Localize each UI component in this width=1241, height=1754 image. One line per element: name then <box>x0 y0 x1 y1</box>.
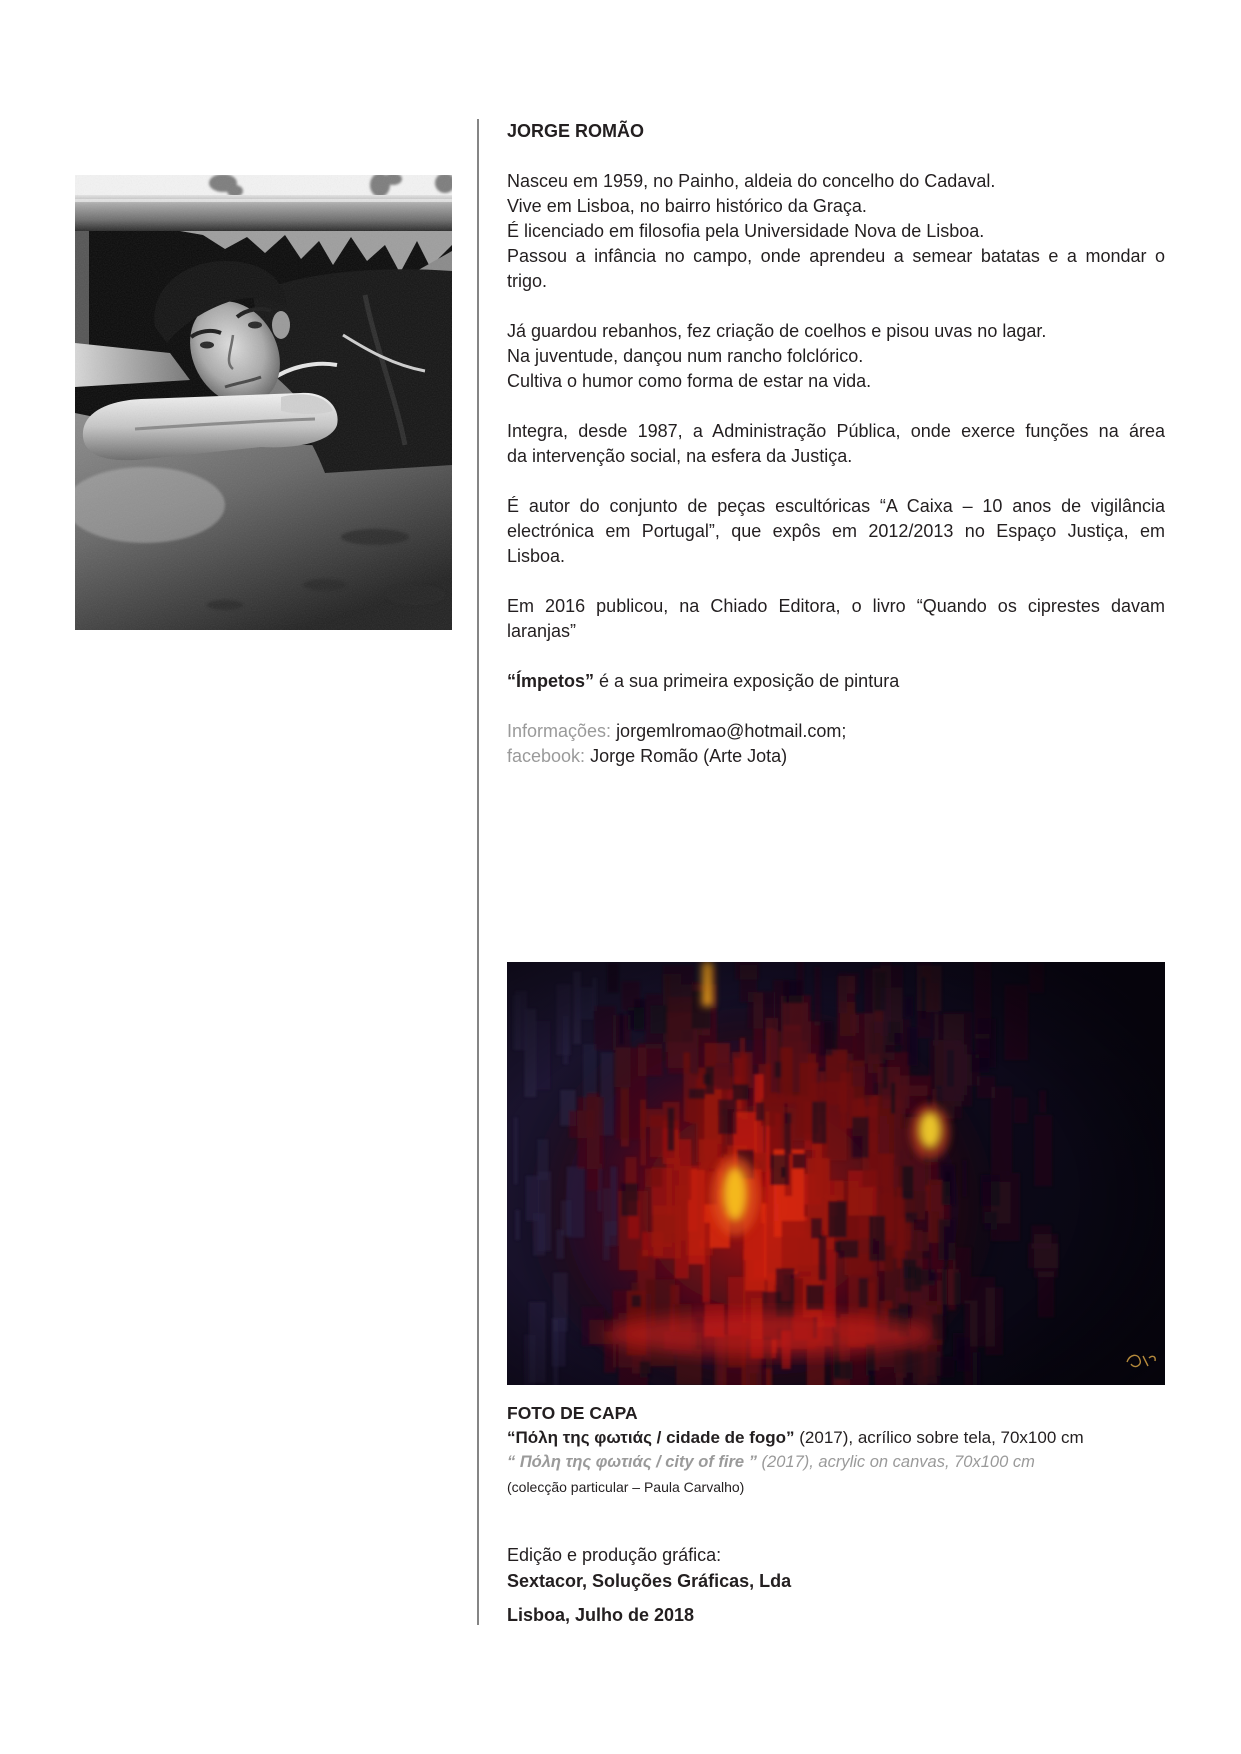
bio-line: trigo. <box>507 271 548 291</box>
film-grain <box>75 175 452 630</box>
bio-line: Em 2016 publicou, na Chiado Editora, o livro “Quando os ciprestes davam <box>507 596 1165 616</box>
caption-details-pt: (2017), acrílico sobre tela, 70x100 cm <box>799 1427 1084 1447</box>
vertical-divider <box>477 119 479 1625</box>
exhibition-text: é a sua primeira exposição de pintura <box>599 671 900 691</box>
production-label: Edição e produção gráfica: <box>507 1545 722 1565</box>
bio-line: Já guardou rebanhos, fez criação de coelhos e pisou uvas no lagar. <box>507 321 1047 341</box>
bio-line: Cultiva o humor como forma de estar na vida. <box>507 371 872 391</box>
contact-email <box>507 719 1165 744</box>
cover-caption <box>507 1401 1165 1499</box>
bio-line: Na juventude, dançou num rancho folclórico. <box>507 346 864 366</box>
bio-line: Lisboa. <box>507 546 566 566</box>
email-label: Informações: <box>507 721 612 741</box>
bio-line: Nasceu em 1959, no Painho, aldeia do concelho do Cadaval. <box>507 171 996 191</box>
artist-bio <box>507 119 1165 769</box>
artist-photo <box>75 175 452 630</box>
caption-details-en: (2017), acrylic on canvas, 70x100 cm <box>761 1453 1035 1471</box>
bio-line: É autor do conjunto de peças escultóricas “A Caixa – 10 anos de vigilância <box>507 496 1165 516</box>
caption-title-pt: “Πόλη της φωτιάς / cidade de fogo” <box>507 1427 795 1447</box>
caption-en <box>507 1450 1165 1475</box>
place-date: Lisboa, Julho de 2018 <box>507 1605 695 1625</box>
bio-line: Vive em Lisboa, no bairro histórico da Graça. <box>507 196 867 216</box>
artist-name: JORGE ROMÃO <box>507 121 645 141</box>
spacer <box>507 394 1165 419</box>
bio-line: da intervenção social, na esfera da Justiça. <box>507 446 853 466</box>
spacer <box>507 569 1165 594</box>
bio-line: electrónica em Portugal”, que expôs em 2012/2013 no Espaço Justiça, em <box>507 521 1165 541</box>
facebook-name: Jorge Romão (Arte Jota) <box>590 746 788 766</box>
email-address: jorgemlromao@hotmail.com; <box>616 721 847 741</box>
caption-heading: FOTO DE CAPA <box>507 1403 638 1423</box>
spacer <box>507 294 1165 319</box>
contact-facebook <box>507 744 1165 769</box>
painting-vignette <box>507 962 1165 1385</box>
bio-line: laranjas” <box>507 621 577 641</box>
caption-title-en: “ Πόλη της φωτιάς / city of fire ” <box>507 1453 757 1471</box>
facebook-label: facebook: <box>507 746 586 766</box>
bio-line: É licenciado em filosofia pela Universidade Nova de Lisboa. <box>507 221 985 241</box>
bio-line: Passou a infância no campo, onde aprendeu a semear batatas e a mondar o <box>507 246 1165 266</box>
exhibition-line <box>507 669 1165 694</box>
bio-line: Integra, desde 1987, a Administração Pública, onde exerce funções na área <box>507 421 1165 441</box>
caption-collection: (colecção particular – Paula Carvalho) <box>507 1478 745 1495</box>
exhibition-title: “Ímpetos” <box>507 671 595 691</box>
spacer <box>507 469 1165 494</box>
caption-pt <box>507 1426 1165 1451</box>
spacer <box>507 144 1165 169</box>
producer-name: Sextacor, Soluções Gráficas, Lda <box>507 1571 792 1591</box>
cover-painting <box>507 962 1165 1385</box>
spacer <box>507 694 1165 719</box>
spacer <box>507 644 1165 669</box>
